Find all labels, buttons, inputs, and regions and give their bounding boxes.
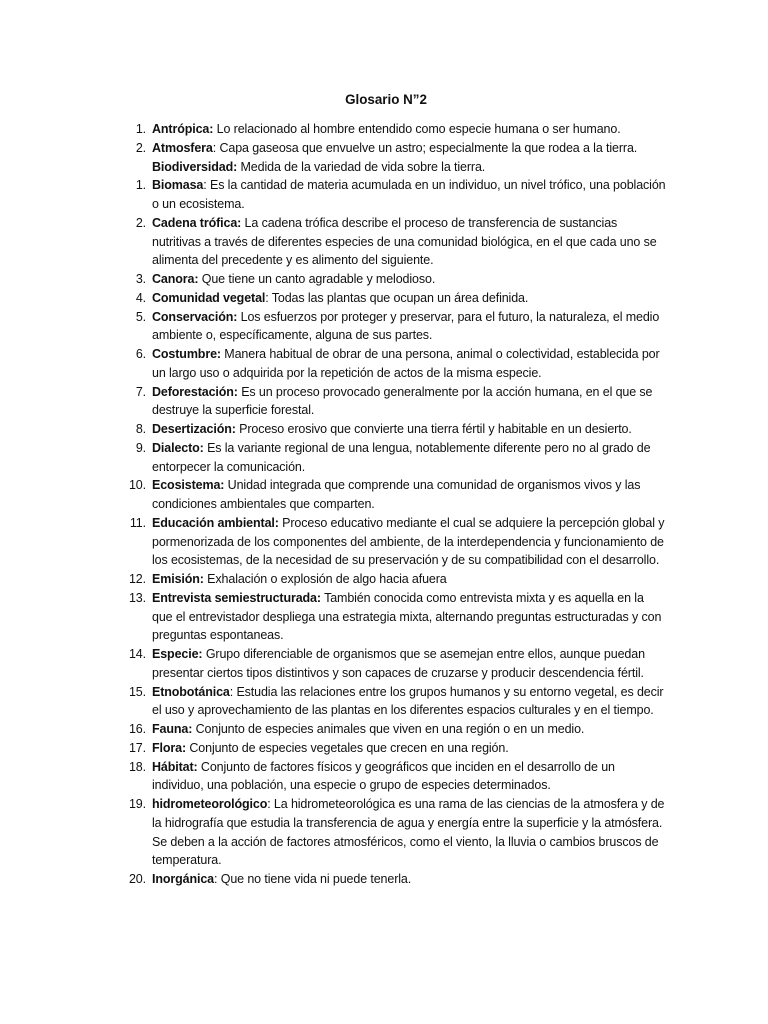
entry-definition: Manera habitual de obrar de una persona, animal o colectividad, establecida por un largo uso o adquirida por la repetición de actos de la misma especie.: [152, 347, 660, 380]
glossary-entry: [126, 345, 666, 383]
entry-number: 15.: [128, 684, 146, 699]
entry-definition: Es la variante regional de una lengua, notablemente diferente pero no al grado de entorpecer la comunicación.: [152, 440, 651, 474]
entry-number: 10.: [128, 478, 146, 493]
entry-number: 13.: [128, 590, 146, 605]
glossary-entry: [126, 308, 666, 346]
entry-definition: Conjunto de especies vegetales que crecen en una región.: [186, 740, 509, 755]
entry-definition: Lo relacionado al hombre entendido como especie humana o ser humano.: [213, 122, 621, 136]
glossary-entry: [126, 120, 666, 139]
entry-number: 2.: [135, 215, 146, 230]
entry-term: Antrópica:: [152, 122, 214, 136]
glossary-entry: [126, 645, 666, 683]
glossary-entry: [126, 270, 666, 289]
entry-term: Cadena trófica:: [152, 215, 242, 230]
glossary-entry: [126, 758, 666, 796]
entry-term: Especie:: [152, 647, 203, 661]
entry-definition: Proceso erosivo que convierte una tierra fértil y habitable en un desierto.: [235, 422, 632, 436]
glossary-entry: [126, 289, 666, 308]
entry-number: 14.: [128, 647, 146, 661]
entry-number: 4.: [135, 290, 146, 305]
glossary-entry: [126, 439, 666, 477]
entry-definition: Conjunto de factores físicos y geográficos que inciden en el desarrollo de un individuo, una población, una especie o grupo de especies determinados.: [152, 759, 615, 793]
entry-definition: Los esfuerzos por proteger y preservar, para el futuro, la naturaleza, el medio ambiente o, específicamente, alguna de sus partes.: [152, 309, 660, 343]
entry-term: Comunidad vegetal: [152, 290, 266, 305]
entry-number: 12.: [128, 572, 146, 586]
entry-term: Atmosfera: [152, 140, 213, 155]
entry-definition: Que tiene un canto agradable y melodioso.: [198, 272, 436, 286]
entry-number: 9.: [135, 440, 146, 455]
entry-definition: Es un proceso provocado generalmente por la acción humana, en el que se destruye la superficie forestal.: [152, 384, 653, 418]
glossary-entry: [126, 214, 666, 270]
entry-number: 19.: [128, 797, 146, 811]
entry-term: Educación ambiental:: [152, 515, 279, 530]
glossary-entry: [126, 158, 666, 177]
entry-definition: Medida de la variedad de vida sobre la tierra.: [237, 159, 486, 174]
entry-definition: : La hidrometeorológica es una rama de las ciencias de la atmosfera y de la hidrografía que estudia la transferencia de agua y energía entre la superficie y la atmósfera. Se deben a la acción de factores atmosféricos, como el viento, la lluvia o cambios bruscos de temperatura.: [152, 797, 665, 868]
glossary-entry: [126, 683, 666, 721]
entry-term: Biodiversidad:: [152, 159, 238, 174]
entry-term: Deforestación:: [152, 384, 238, 399]
entry-term: Canora:: [152, 272, 199, 286]
entry-term: Fauna:: [152, 722, 193, 736]
entry-definition: Grupo diferenciable de organismos que se asemejan entre ellos, aunque puedan presentar ciertos tipos distintivos y son capaces de cruzarse y producir descendencia fértil.: [152, 647, 645, 680]
entry-number: 16.: [128, 722, 146, 736]
entry-number: 3.: [135, 272, 146, 286]
entry-term: Inorgánica: [152, 872, 215, 886]
glossary-entry: [126, 570, 666, 589]
glossary-entry: [126, 795, 666, 870]
entry-definition: : Estudia las relaciones entre los grupos humanos y su entorno vegetal, es decir el uso y aprovechamiento de las plantas en los diferentes espacios culturales y en el tiempo.: [152, 684, 664, 718]
entry-term: Dialecto:: [152, 440, 204, 455]
entry-number: 17.: [128, 740, 146, 755]
entry-term: Desertización:: [152, 422, 236, 436]
entry-term: Entrevista semiestructurada:: [152, 590, 321, 605]
glossary-entry: [126, 720, 666, 739]
glossary-entry: [126, 176, 666, 214]
entry-term: Hábitat:: [152, 759, 198, 774]
entry-number: 7.: [135, 384, 146, 399]
glossary-entry: [126, 420, 666, 439]
entry-definition: Exhalación o explosión de algo hacia afuera: [203, 572, 447, 586]
entry-term: hidrometeorológico: [152, 797, 268, 811]
entry-number: 5.: [135, 309, 146, 324]
entry-number: 18.: [128, 759, 146, 774]
entry-term: Ecosistema:: [152, 478, 225, 493]
glossary-list: [126, 120, 666, 889]
entry-definition: La cadena trófica describe el proceso de transferencia de sustancias nutritivas a través de diferentes especies de una comunidad biológica, en el que cada uno se alimenta del precedente y es alimento del siguiente.: [152, 215, 657, 268]
entry-definition: Proceso educativo mediante el cual se adquiere la percepción global y pormenorizada de los componentes del ambiente, de la interdependencia y funcionamiento de los ecosistemas, de la necesidad de su preservación y de su compatibilidad con el desarrollo.: [152, 515, 665, 568]
entry-definition: También conocida como entrevista mixta y es aquella en la que el entrevistador despliega una estrategia mixta, alternando preguntas estructuradas y con preguntas espontaneas.: [152, 590, 662, 643]
glossary-entry: [126, 514, 666, 570]
glossary-entry: [126, 739, 666, 758]
entry-term: Biomasa: [152, 178, 204, 193]
entry-definition: Unidad integrada que comprende una comunidad de organismos vivos y las condiciones ambientales que comparten.: [152, 478, 641, 511]
glossary-entry: [126, 589, 666, 645]
entry-definition: : Capa gaseosa que envuelve un astro; especialmente la que rodea a la tierra.: [212, 140, 638, 155]
glossary-entry: [126, 139, 666, 158]
entry-definition: Conjunto de especies animales que viven en una región o en un medio.: [192, 722, 585, 736]
entry-number: 6.: [135, 347, 146, 361]
page-title-text: Glosario N”2: [345, 92, 427, 107]
entry-number: 8.: [135, 422, 146, 436]
entry-number: 2.: [135, 140, 146, 155]
entry-number: 11.: [129, 515, 146, 530]
entry-term: Flora:: [152, 740, 187, 755]
entry-term: Costumbre:: [152, 347, 221, 361]
entry-term: Etnobotánica: [152, 684, 230, 699]
entry-definition: : Es la cantidad de materia acumulada en un individuo, un nivel trófico, una población o un ecosistema.: [152, 178, 666, 211]
entry-term: Conservación:: [152, 309, 238, 324]
glossary-entry: [126, 870, 666, 889]
glossary-entry: [126, 476, 666, 514]
entry-number: 1.: [135, 122, 146, 136]
page-title: [0, 91, 768, 109]
entry-number: 20.: [128, 872, 146, 886]
entry-definition: : Todas las plantas que ocupan un área definida.: [265, 290, 529, 305]
glossary-entry: [126, 383, 666, 421]
entry-number: 1.: [135, 178, 146, 193]
entry-term: Emisión:: [152, 572, 204, 586]
entry-definition: : Que no tiene vida ni puede tenerla.: [214, 872, 412, 886]
